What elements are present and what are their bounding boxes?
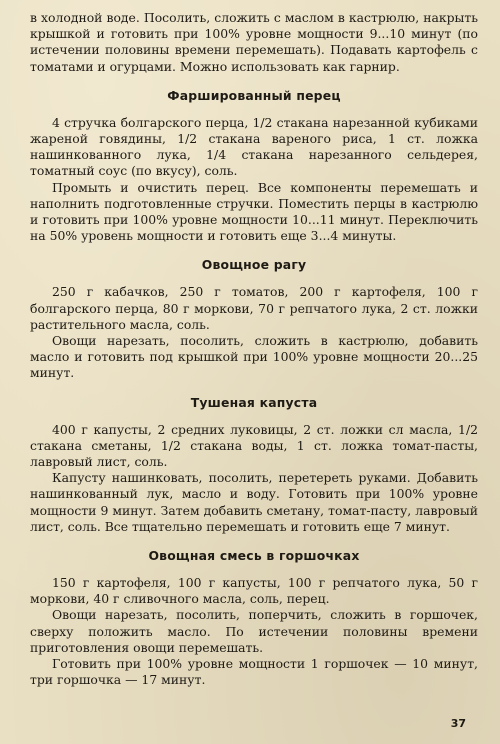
recipe-stuffed-pepper xyxy=(30,88,478,245)
recipe-title: Овощное рагу xyxy=(201,257,307,273)
recipe-instructions: Готовить при 100% уровне мощности 1 горшочек — 10 минут, три горшочка — 17 минут. xyxy=(30,656,478,688)
recipe-ingredients: 4 стручка болгарского перца, 1/2 стакана нарезанной кубиками жареной говядины, 1/2 стакана вареного риса, 1 ст. ложка нашинкованного лука, 1/4 стакана нарезанного сельдерея, томатный соус (по вкусу), соль. xyxy=(30,114,478,179)
recipe-ingredients: 400 г капусты, 2 средних луковицы, 2 ст. ложки сл масла, 1/2 стакана сметаны, 1/2 стакана воды, 1 ст. ложка томат-пасты, лавровый лист, соль. xyxy=(30,421,478,470)
recipe-instructions: Промыть и очистить перец. Все компоненты перемешать и наполнить подготовленные стручки. Поместить перцы в кастрюлю и готовить при 100% уровне мощности 10...11 минут. Переключить на 50% уровень мощности и готовить еще 3...4 минуты. xyxy=(30,179,478,244)
intro-paragraph: в холодной воде. Посолить, сложить с маслом в кастрюлю, накрыть крышкой и готовить при 100% уровне мощности 9...10 минут (по истечении половины времени перемешать). Подавать картофель с томатами и огурцами. Можно использовать как гарнир. xyxy=(30,10,478,74)
recipe-title: Фаршированный перец xyxy=(167,87,341,103)
recipe-instructions: Капусту нашинковать, посолить, перетереть руками. Добавить нашинкованный лук, масло и воду. Готовить при 100% уровне мощности 9 минут. Затем добавить сметану, томат-пасту, лавровый лист, соль. Все тщательно перемешать и готовить еще 7 минут. xyxy=(30,470,478,534)
recipe-vegetable-ragout xyxy=(30,257,478,381)
recipe-stewed-cabbage xyxy=(30,395,478,535)
recipe-instructions: Овощи нарезать, посолить, поперчить, сложить в горшочек, сверху положить масло. По истечении половины времени приготовления овощи перемешать. xyxy=(30,607,478,655)
recipe-ingredients: 250 г кабачков, 250 г томатов, 200 г картофеля, 100 г болгарского перца, 80 г моркови, 70 г репчатого лука, 2 ст. ложки растительного масла, соль. xyxy=(30,284,478,332)
recipe-title: Тушеная капуста xyxy=(190,394,318,410)
recipe-vegetable-mix-pots xyxy=(30,548,478,688)
recipe-instructions: Овощи нарезать, посолить, сложить в кастрюлю, добавить масло и готовить под крышкой при 100% уровне мощности 20...25 минут. xyxy=(30,333,478,381)
recipe-ingredients: 150 г картофеля, 100 г капусты, 100 г репчатого лука, 50 г моркови, 40 г сливочного масла, соль, перец. xyxy=(30,575,478,607)
recipe-title: Овощная смесь в горшочках xyxy=(148,548,360,564)
page-number: 37 xyxy=(450,717,466,730)
